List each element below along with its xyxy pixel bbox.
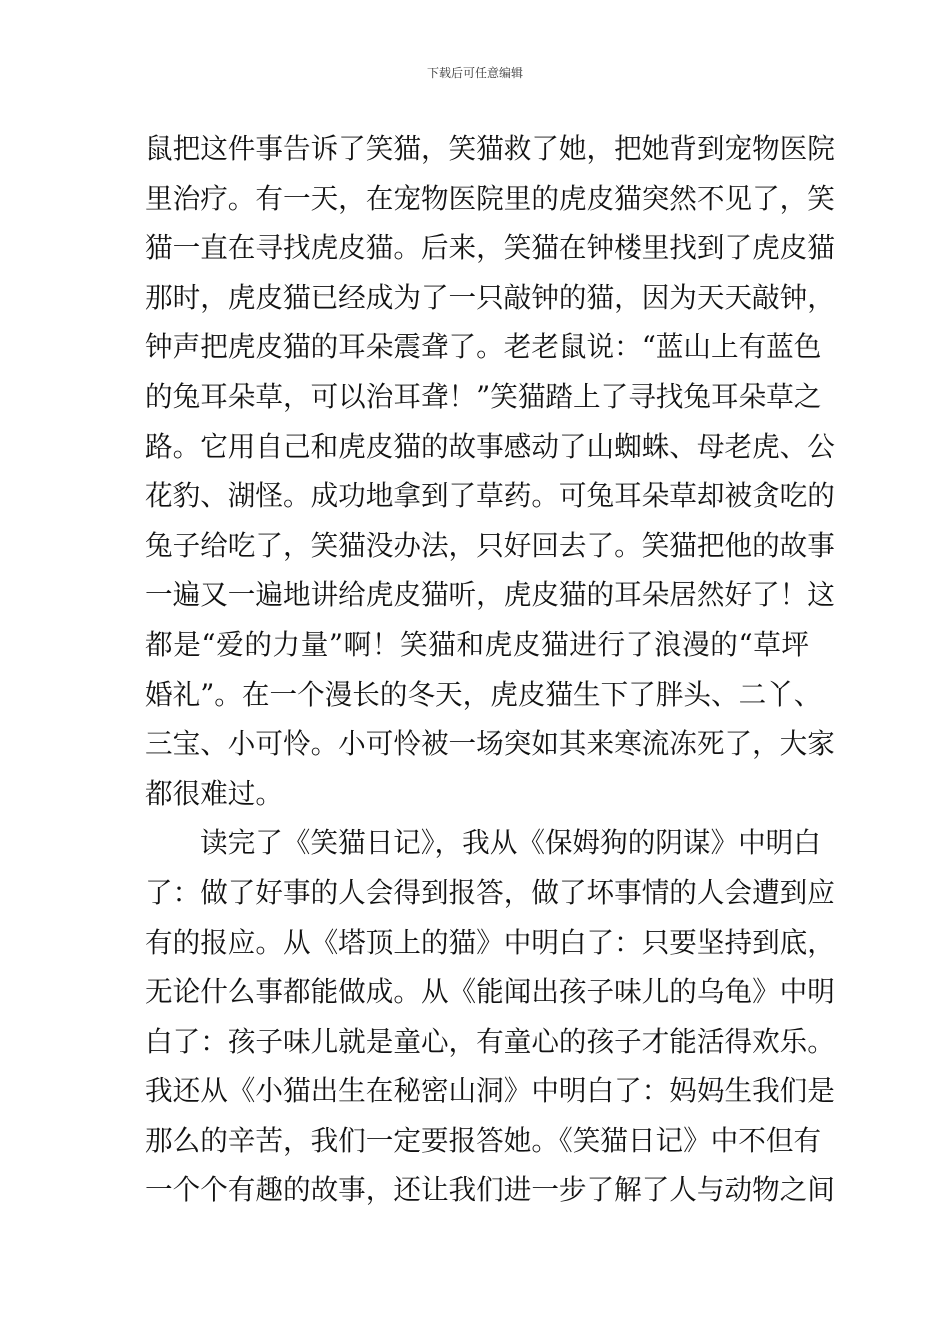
text-line: 猫一直在寻找虎皮猫。后来，笑猫在钟楼里找到了虎皮猫 (145, 231, 835, 265)
text-line: 一遍又一遍地讲给虎皮猫听，虎皮猫的耳朵居然好了！这 (145, 578, 835, 612)
text-line: 鼠把这件事告诉了笑猫，笑猫救了她，把她背到宠物医院 (145, 132, 835, 165)
text-line: 的兔耳朵草，可以治耳聋！”笑猫踏上了寻找兔耳朵草之 (145, 379, 822, 413)
text-line: 里治疗。有一天，在宠物医院里的虎皮猫突然不见了，笑 (145, 181, 835, 215)
text-line: 那时，虎皮猫已经成为了一只敲钟的猫，因为天天敲钟， (145, 280, 835, 314)
paragraph-2 (145, 818, 835, 1215)
text-line: 那么的辛苦，我们一定要报答她。《笑猫日记》中不但有 (145, 1123, 822, 1157)
text-line: 读完了《笑猫日记》，我从《保姆狗的阴谋》中明白 (200, 826, 821, 860)
text-line: 婚礼”。在一个漫长的冬天，虎皮猫生下了胖头、二丫、 (145, 677, 822, 711)
paragraph-1 (145, 124, 835, 818)
text-line: 都很难过。 (145, 776, 283, 810)
text-line: 白了：孩子味儿就是童心，有童心的孩子才能活得欢乐。 (145, 1024, 835, 1058)
text-line: 钟声把虎皮猫的耳朵震聋了。老老鼠说：“蓝山上有蓝色 (145, 330, 822, 364)
text-line: 无论什么事都能做成。从《能闻出孩子味儿的乌龟》中明 (145, 975, 835, 1009)
text-line: 我还从《小猫出生在秘密山洞》中明白了：妈妈生我们是 (145, 1074, 835, 1108)
page-header: 下载后可任意编辑 (426, 66, 523, 80)
text-line: 三宝、小可怜。小可怜被一场突如其来寒流冻死了，大家 (145, 727, 835, 761)
text-line: 了：做了好事的人会得到报答，做了坏事情的人会遭到应 (145, 875, 835, 909)
body-text (145, 124, 835, 1215)
text-line: 一个个有趣的故事，还让我们进一步了解了人与动物之间 (145, 1173, 835, 1207)
text-line: 兔子给吃了，笑猫没办法，只好回去了。笑猫把他的故事 (145, 528, 835, 562)
text-line: 有的报应。从《塔顶上的猫》中明白了：只要坚持到底， (145, 925, 835, 959)
text-line: 都是“爱的力量”啊！笑猫和虎皮猫进行了浪漫的“草坪 (145, 627, 809, 661)
text-line: 路。它用自己和虎皮猫的故事感动了山蜘蛛、母老虎、公 (145, 429, 835, 463)
text-line: 花豹、湖怪。成功地拿到了草药。可兔耳朵草却被贪吃的 (145, 479, 835, 513)
